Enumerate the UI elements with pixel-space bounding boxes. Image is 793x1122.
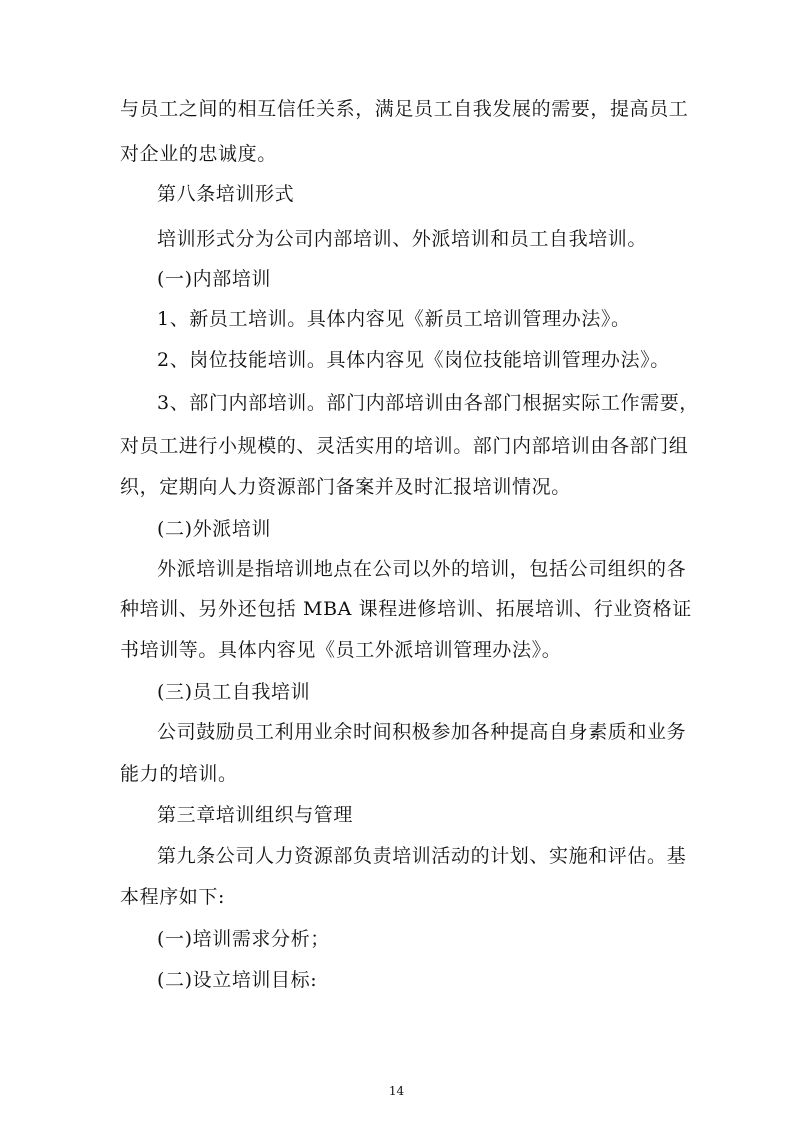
chapter-heading-3: 第三章培训组织与管理 xyxy=(157,804,354,826)
list-item-2: 2、岗位技能培训。具体内容见《岗位技能培训管理办法》。 xyxy=(157,349,670,371)
section-heading-article-8: 第八条培训形式 xyxy=(157,183,295,205)
text-line-13: 种培训、另外还包括 MBA 课程进修培训、拓展培训、行业资格证 xyxy=(120,598,692,620)
text-line-17: 能力的培训。 xyxy=(120,763,238,785)
subheading-internal-training: (一)内部培训 xyxy=(157,268,272,290)
text-line-14: 书培训等。具体内容见《员工外派培训管理办法》。 xyxy=(120,639,562,661)
list-item-set-goals: (二)设立培训目标: xyxy=(157,969,318,991)
list-item-3: 3、部门内部培训。部门内部培训由各部门根据实际工作需要， xyxy=(157,392,699,414)
text-line-2: 对企业的忠诚度。 xyxy=(120,143,277,165)
list-item-1: 1、新员工培训。具体内容见《新员工培训管理办法》。 xyxy=(157,308,631,330)
text-line-4: 培训形式分为公司内部培训、外派培训和员工自我培训。 xyxy=(157,228,648,250)
text-line-12: 外派培训是指培训地点在公司以外的培训，包括公司组织的各 xyxy=(157,558,687,580)
section-heading-article-9: 第九条公司人力资源部负责培训活动的计划、实施和评估。基 xyxy=(157,845,687,867)
subheading-external-training: (二)外派培训 xyxy=(157,518,272,540)
text-line-10: 织，定期向人力资源部门备案并及时汇报培训情况。 xyxy=(120,476,571,498)
page-number: 14 xyxy=(388,1084,405,1098)
list-item-needs-analysis: (一)培训需求分析； xyxy=(157,928,330,950)
text-line-16: 公司鼓励员工利用业余时间积极参加各种提高自身素质和业务 xyxy=(157,721,687,743)
text-line-20: 本程序如下: xyxy=(120,886,226,908)
text-line-1: 与员工之间的相互信任关系，满足员工自我发展的需要，提高员工 xyxy=(120,98,689,120)
text-line-9: 对员工进行小规模的、灵活实用的培训。部门内部培训由各部门组 xyxy=(120,435,689,457)
subheading-self-training: (三)员工自我培训 xyxy=(157,681,311,703)
